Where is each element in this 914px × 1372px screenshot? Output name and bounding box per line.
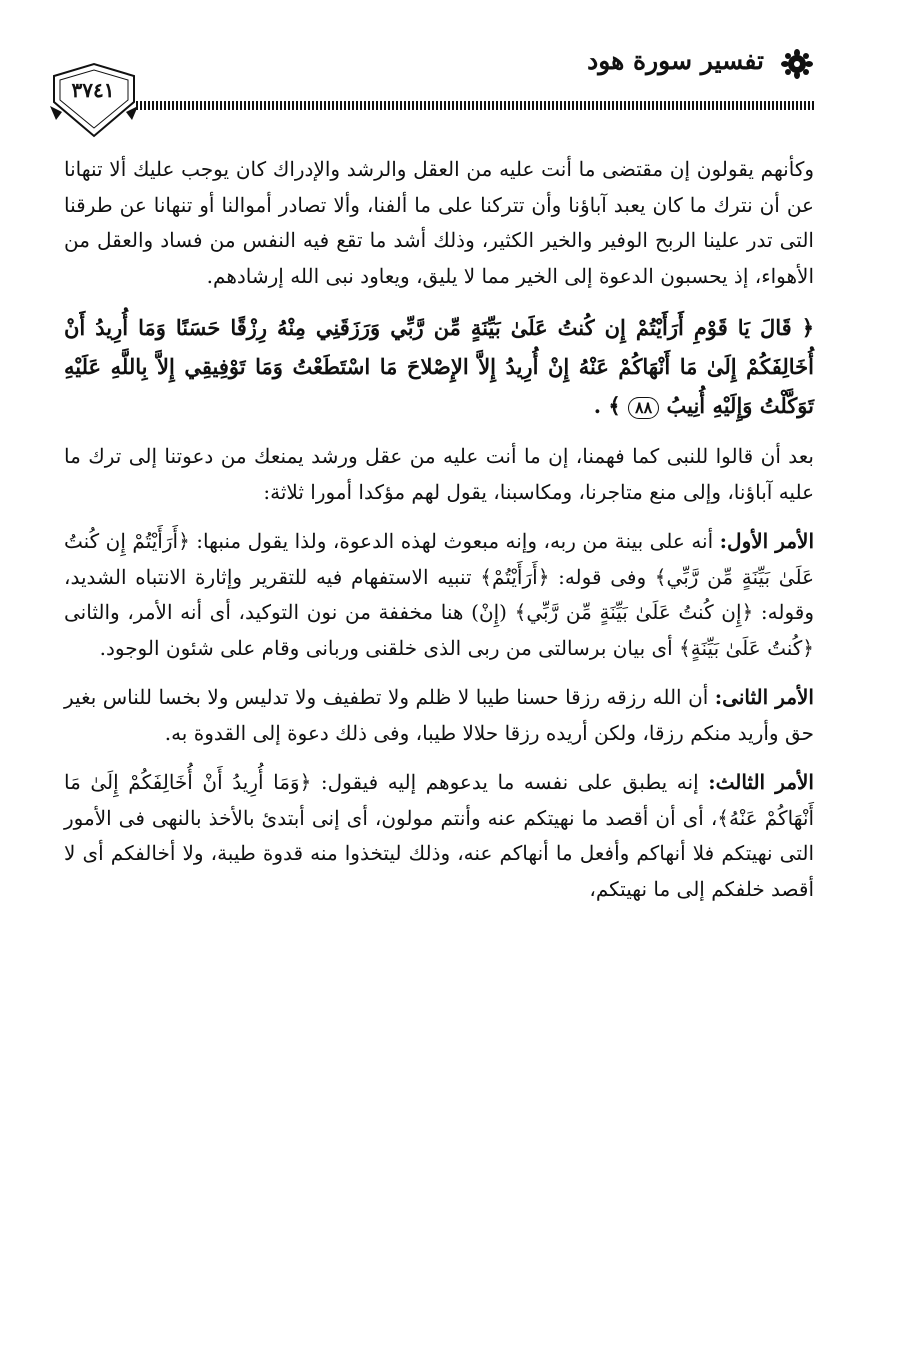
paragraph-second-matter <box>64 680 814 751</box>
page-number: ٣٧٤١ <box>71 78 115 102</box>
matter-text: أن الله رزقه رزقا حسنا طيبا لا ظلم ولا تطفيف ولا تدليس ولا بخسا للناس بغير حق وأريد منكم رزقا، ولكن أريده رزقا حلالا طيبا، وفى ذلك دعوة إلى القدوة به. <box>64 685 814 745</box>
paragraph-third-matter <box>64 765 814 907</box>
page-body <box>64 152 814 921</box>
matter-text: إنه يطبق على نفسه ما يدعوهم إليه فيقول: ﴿وَمَا أُرِيدُ أَنْ أُخَالِفَكُمْ إِلَىٰ مَا أَنْهَاكُمْ عَنْهُ﴾، أى أن أقصد ما نهيتكم عنه وأنتم مولون، أى إنى أبتدئ بالأخذ بالنهى فى الأمور التى نهيتكم فلا أنهاكم وأفعل ما أنهاكم عنه، وذلك ليتخذوا منه قدوة طيبة، ولا أخالفكم أى لا أقصد خلفكم إلى ما نهيتكم، <box>64 770 814 901</box>
matter-heading: الأمر الثالث: <box>708 770 814 794</box>
verse-number: ٨٨ <box>628 397 659 419</box>
matter-text: أنه على بينة من ربه، وإنه مبعوث لهذه الدعوة، ولذا يقول منبها: ﴿أَرَأَيْتُمْ إِن كُنتُ عَلَىٰ بَيِّنَةٍ مِّن رَّبِّي﴾ وفى قوله: ﴿أَرَأَيْتُمْ﴾ تنبيه الاستفهام فيه للتقرير وإثارة الانتباه الشديد، وقوله: ﴿إِن كُنتُ عَلَىٰ بَيِّنَةٍ مِّن رَّبِّي﴾ (إِنْ) هنا مخففة من نون التوكيد، أى أنه الأمر، والثانى ﴿كُنتُ عَلَىٰ بَيِّنَةٍ﴾ أى بيان برسالتى من ربى الذى خلقنى وربانى وقام على شئون الوجود. <box>64 529 814 660</box>
matter-heading: الأمر الأول: <box>719 529 815 553</box>
paragraph-first-matter <box>64 524 814 666</box>
verse-text: ﴿ قَالَ يَا قَوْمِ أَرَأَيْتُمْ إِن كُنتُ عَلَىٰ بَيِّنَةٍ مِّن رَّبِّي وَرَزَقَنِي مِنْهُ رِزْقًا حَسَنًا وَمَا أُرِيدُ أَنْ أُخَالِفَكُمْ إِلَىٰ مَا أَنْهَاكُمْ عَنْهُ إِنْ أُرِيدُ إِلاَّ الإِصْلاحَ مَا اسْتَطَعْتُ وَمَا تَوْفِيقِي إِلاَّ بِاللَّهِ عَلَيْهِ تَوَكَّلْتُ وَإِلَيْهِ أُنِيبُ <box>64 315 814 418</box>
verse-close: ﴾ . <box>593 393 621 418</box>
matter-heading: الأمر الثانى: <box>714 685 814 709</box>
flower-ornament-icon <box>777 49 817 79</box>
page-header <box>0 0 914 150</box>
paragraph: وكأنهم يقولون إن مقتضى ما أنت عليه من العقل والرشد والإدراك كان يوجب عليك ألا تنهانا عن أن نترك ما كان يعبد آباؤنا وأن تتركنا على ما ألفنا، وألا تصادر أموالنا أو تنهانا عن طرقنا التى تدر علينا الربح الوفير والخير الكثير، وذلك أشد ما تقع فيه النفس من فساد والعقل من الأهواء، إذ يحسبون الدعوة إلى الخير مما لا يليق، ويعاود نبى الله إرشادهم. <box>64 157 814 288</box>
header-rule <box>136 101 816 110</box>
paragraph: بعد أن قالوا للنبى كما فهمنا، إن ما أنت عليه من عقل ورشد يمنعك من دعوتنا إلى ترك ما عليه آباؤنا، وإلى منع متاجرنا، ومكاسبنا، يقول لهم مؤكدا أمورا ثلاثة: <box>64 444 814 504</box>
quran-verse <box>64 308 814 425</box>
surah-title: تفسير سورة هود <box>587 46 764 75</box>
